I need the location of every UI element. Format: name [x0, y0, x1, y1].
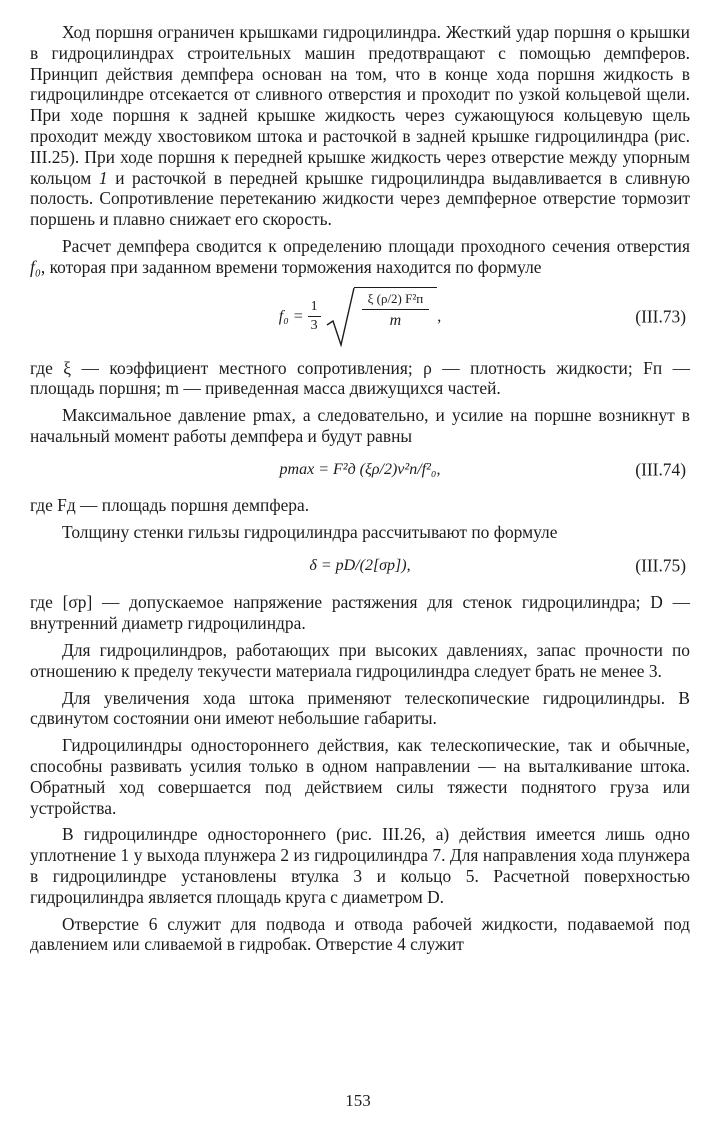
radicand-numerator: ξ (ρ/2) F²п [362, 290, 430, 310]
page-number: 153 [345, 1091, 371, 1110]
equation-number: (III.74) [635, 459, 686, 480]
formula-coefficient: $\frac{1}{3}$ [308, 299, 321, 334]
formula-III-74 [30, 453, 690, 487]
formula-lhs: f₀ = [278, 307, 304, 325]
page-body [30, 22, 690, 961]
square-root [325, 287, 438, 347]
equation-number: (III.75) [635, 555, 686, 576]
formula-III-75 [30, 548, 690, 584]
equation-number: (III.73) [635, 306, 686, 327]
paragraph-openings: Отверстие 6 служит для подвода и отвода рабочей жидкости, подаваемой под давлением или сливаемой в гидробак. Отверстие 4 служит [30, 913, 690, 955]
paragraph-symbols-75: где [σр] — допускаемое напряжение растяжения для стенок гидроцилиндра; D — внутренний диаметр гидроцилиндра. [30, 592, 690, 634]
paragraph-max-pressure: Максимальное давление pmax, а следовательно, и усилие на поршне возникнут в начальный момент работы демпфера и будут равны [30, 405, 690, 446]
formula-expression: δ = pD/(2[σр]), [309, 557, 411, 575]
formula-expression: pmax = F²д (ξρ/2)v²п/f²₀, [279, 460, 441, 478]
paragraph-safety-factor: Для гидроцилиндров, работающих при высоких давлениях, запас прочности по отношению к пределу текучести материала гидроцилиндра следует брать не менее 3. [30, 639, 690, 681]
paragraph-wall-thickness: Толщину стенки гильзы гидроцилиндра рассчитывают по формуле [62, 521, 558, 542]
paragraph-telescopic: Для увеличения хода штока применяют телескопические гидроцилиндры. В сдвинутом состоянии они имеют небольшие габариты. [30, 687, 690, 729]
radical-sign-icon [325, 287, 355, 347]
paragraph-damper-calc: Расчет демпфера сводится к определению площади проходного сечения отверстия f₀, которая при заданном времени торможения находится по формуле [30, 235, 690, 277]
paragraph-fig-III-26: В гидроцилиндре одностороннего (рис. III.26, а) действия имеется лишь одно уплотнение 1 у выхода плунжера 2 из гидроцилиндра 7. Для направления хода плунжера в гидроцилиндре установлены втулка 3 и кольцо 5. Расчетной поверхностью гидроцилиндра является площадь круга с диаметром D. [30, 824, 690, 907]
paragraph-single-acting: Гидроцилиндры одностороннего действия, как телескопические, так и обычные, способны развивать усилия только в одном направлении — на выталкивание штока. Обратный ход совершается под действием силы тяжести поднятого груза или устройства. [30, 735, 690, 818]
radicand-denominator: m [389, 311, 402, 329]
paragraph-symbols-73: где ξ — коэффициент местного сопротивления; ρ — плотность жидкости; Fп — площадь поршня; m — приведенная масса движущихся частей. [30, 357, 690, 399]
formula-III-73: f₀ = $\frac{1}{3}$ ξ (ρ/2) F²п m , (III.73) [30, 284, 690, 350]
paragraph-symbols-74: где Fд — площадь поршня демпфера. [30, 494, 310, 515]
paragraph-damper-intro: Ход поршня ограничен крышками гидроцилиндра. Жесткий удар поршня о крышки в гидроцилиндрах строительных машин предотвращают с помощью демпферов. Принцип действия демпфера основан на том, что в конце хода поршня жидкость в гидроцилиндре отсекается от сливного отверстия и проходит по узкой кольцевой щели. При ходе поршня к задней крышке жидкость через сужающуюся кольцевую щель проходит между хвостовиком штока и расточкой в задней крышке гидроцилиндра (рис. III.25). При ходе поршня к передней крышке жидкость через отверстие между упорным кольцом 1 и расточкой в передней крышке гидроцилиндра выдавливается в сливную полость. Сопротивление перетеканию жидкости через демпферное отверстие тормозит поршень и плавно снижает его скорость. [30, 22, 690, 230]
